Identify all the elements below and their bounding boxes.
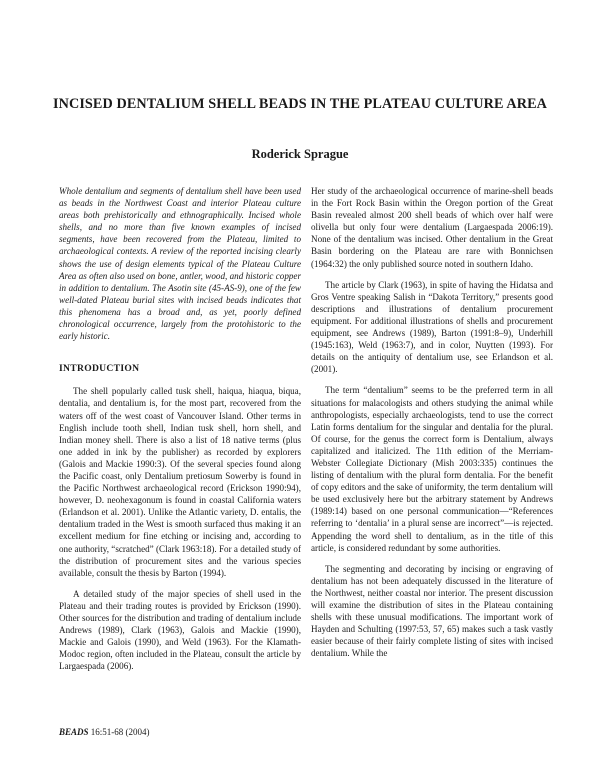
abstract: Whole dentalium and segments of dentalium shell have been used as beads in the Northwest Coast and interior Plateau culture areas both prehistorically and ethnographically. Incised whole shells, and no more than five known examples of incised segments, have been recovered from the Plateau, limited to archaeological contexts. A review of the reported incising clearly shows the use of design elements typical of the Plateau Culture Area as often also used on bone, antler, wood, and historic copper in addition to dentalium. The Asotin site (45-AS-9), one of the few well-dated Plateau burial sites with incised beads indicates that this phenomena has a broad and, as yet, poorly defined chronological occurrence, largely from the protohistoric to the early historic. — [59, 186, 301, 342]
article-title: INCISED DENTALIUM SHELL BEADS IN THE PLATEAU CULTURE AREA — [53, 96, 547, 112]
page-footer — [59, 727, 150, 737]
journal-citation: 16:51-68 (2004) — [88, 727, 150, 737]
section-heading: INTRODUCTION — [59, 363, 140, 375]
journal-name: BEADS — [59, 727, 89, 737]
right-column — [311, 185, 553, 668]
paragraph: The article by Clark (1963), in spite of having the Hidatsa and Gros Ventre speaking Salish in “Dakota Territory,” presents good descriptions and illustrations of dentalium procurement equipment. For additional illustrations of shells and procurement equipment, see Andrews (1989), Barton (1991:8–9), Underhill (1945:163), Weld (1963:7), and in color, Nuytten (1993). For details on the antiquity of dentalium use, see Erlandson et al. (2001). — [311, 279, 553, 375]
paragraph: A detailed study of the major species of shell used in the Plateau and their trading routes is provided by Erickson (1990). Other sources for the distribution and trading of dentalium include Andrews (1989), Clark (1963), Galois and Mackie (1990), Mackie and Galois (1990), and Weld (1963). For the Klamath-Modoc region, often included in the Plateau, consult the article by Largaespada (2006). — [59, 588, 301, 672]
paragraph: Her study of the archaeological occurrence of marine-shell beads in the Fort Rock Basin within the Oregon portion of the Great Basin revealed almost 200 shell beads of which over half were olivella but only four were dentalium (Largaespada 2006:19). None of the dentalium was incised. Other dentalium in the Great Basin bordering on the Plateau are rare with Bonnichsen (1964:32) the only published source noted in southern Idaho. — [311, 186, 553, 269]
paragraph: The term “dentalium” seems to be the preferred term in all situations for malacologists and others studying the animal while anthropologists, especially archaeologists, tend to use the correct Latin forms dentalium for the singular and dentalia for the plural. Of course, for the genus the correct form is Dentalium, always capitalized and italicized. The 11th edition of the Merriam-Webster Collegiate Dictionary (Mish 2003:335) continues the listing of dentalium with the plural form dentalia. For the benefit of copy editors and the sake of uniformity, the term dentalium will be used exclusively here but the arbitrary statement by Andrews (1989:14) based on one personal communication—“References referring to ‘dentalia’ in a plural sense are incorrect”—is rejected. Appending the word shell to dentalium, as in the title of this article, is considered redundant by some authorities. — [311, 385, 553, 553]
left-column — [59, 185, 301, 681]
paragraph: The segmenting and decorating by incising or engraving of dentalium has not been adequately discussed in the literature of the Northwest, neither coastal nor interior. The present discussion will examine the distribution of sites in the Plateau containing shells with these unusual modifications. The important work of Hayden and Schulting (1997:53, 57, 65) makes such a task vastly easier because of their fairly complete listing of sites with incised dentalium. While the — [311, 563, 553, 659]
paragraph: The shell popularly called tusk shell, haiqua, hiaqua, biqua, dentalia, and dentalium is, for the most part, recovered from the waters off of the west coast of Vancouver Island. Other terms in English include tooth shell, Indian tusk shell, horn shell, and Indian money shell. There is also a list of 18 native terms (plus one added in ink by the publisher) as recorded by explorers (Galois and Mackie 1990:3). Of the several species found along the Pacific coast, only Dentalium pretiosum Sowerby is found in the Pacific Northwest archaeological record (Erickson 1990:94), however, D. neohexagonum is found in coastal California waters (Erlandson et al. 2001). Unlike the Atlantic variety, D. entalis, the dentalium traded in the West is smooth surfaced thus making it an excellent medium for fine etching or incising and, according to one authority, “scratched” (Clark 1963:18). For a detailed study of the distribution of procurement sites and the various species available, consult the thesis by Barton (1994). — [59, 386, 301, 578]
author-name: Roderick Sprague — [251, 147, 349, 161]
